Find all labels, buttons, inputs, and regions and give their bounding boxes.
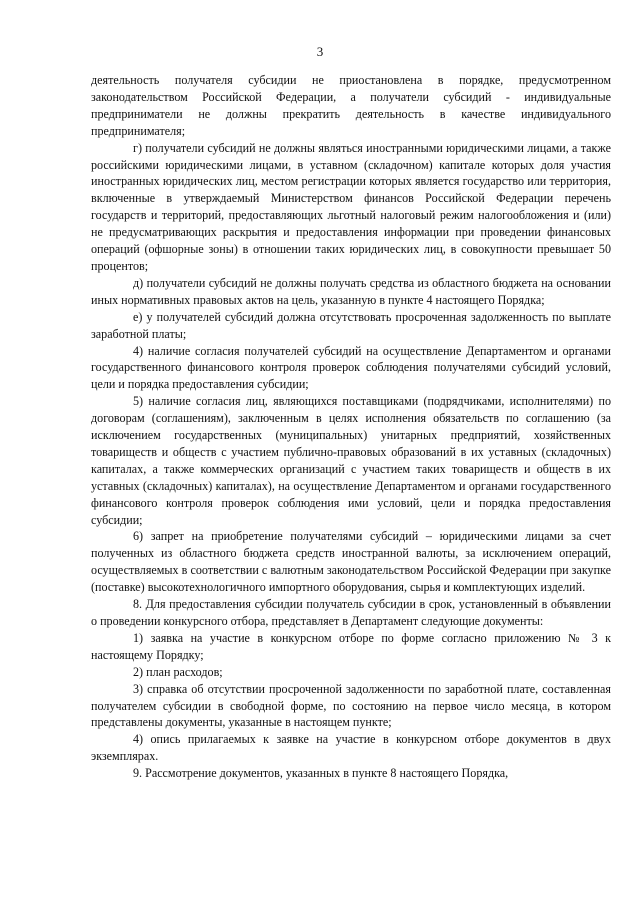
paragraph-item-e: е) у получателей субсидий должна отсутствовать просроченная задолженность по выплате заработной платы;	[91, 309, 611, 341]
paragraph-section-8-item-4: 4) опись прилагаемых к заявке на участие в конкурсном отборе документов в двух экземплярах.	[91, 732, 611, 764]
document-body	[91, 72, 611, 782]
paragraph-continuation: деятельность получателя субсидии не приостановлена в порядке, предусмотренном законодательством Российской Федерации, а получатели субсидий - индивидуальные предприниматели не должны прекратить деятельность в качестве индивидуального предпринимателя;	[91, 73, 611, 138]
paragraph-item-d: д) получатели субсидий не должны получать средства из областного бюджета на основании иных нормативных правовых актов на цель, указанную в пункте 4 настоящего Порядка;	[91, 275, 611, 307]
paragraph-item-5: 5) наличие согласия лиц, являющихся поставщиками (подрядчиками, исполнителями) по договорам (соглашениям), заключенным в целях исполнения обязательств по соглашению (за исключением государственных (муниципальных) унитарных предприятий, хозяйственных товариществ и обществ с участием публично-правовых образований в их уставных (складочных) капиталах, а также коммерческих организаций с участием таких товариществ и обществ в их уставных (складочных) капиталах), на осуществление Департаментом и органами государственного финансового контроля проверок соблюдения ими условий, цели и порядка предоставления субсидии;	[91, 394, 611, 527]
paragraph-item-4: 4) наличие согласия получателей субсидий на осуществление Департаментом и органами государственного финансового контроля проверок соблюдения получателями субсидий условий, цели и порядка предоставления субсидии;	[91, 343, 611, 392]
paragraph-section-8: 8. Для предоставления субсидии получатель субсидии в срок, установленный в объявлении о проведении конкурсного отбора, представляет в Департамент следующие документы:	[91, 597, 611, 628]
paragraph-section-8-item-1: 1) заявка на участие в конкурсном отборе по форме согласно приложению № 3 к настоящему Порядку;	[91, 630, 611, 662]
paragraph-section-8-item-2: 2) план расходов;	[133, 664, 223, 679]
page-number: 3	[316, 44, 324, 59]
paragraph-section-9: 9. Рассмотрение документов, указанных в пункте 8 настоящего Порядка,	[133, 766, 509, 781]
paragraph-item-g: г) получатели субсидий не должны являться иностранными юридическими лицами, а также российскими юридическими лицами, в уставном (складочном) капитале которых доля участия иностранных юридических лиц, местом регистрации которых является государство или территория, включенные в утверждаемый Министерством финансов Российской Федерации перечень государств и территорий, предоставляющих льготный налоговый режим налогообложения и (или) не предусматривающих раскрытия и предоставления информации при проведении финансовых операций (офшорные зоны) в отношении таких юридических лиц, в совокупности превышает 50 процентов;	[91, 140, 611, 273]
paragraph-section-8-item-3: 3) справка об отсутствии просроченной задолженности по заработной плате, составленная получателем субсидии в свободной форме, по состоянию на первое число месяца, в котором представлены документы, указанные в настоящем пункте;	[91, 681, 611, 730]
paragraph-item-6: 6) запрет на приобретение получателями субсидий – юридическими лицами за счет полученных из областного бюджета средств иностранной валюты, за исключением операций, осуществляемых в соответствии с валютным законодательством Российской Федерации при закупке (поставке) высокотехнологичного импортного оборудования, сырья и комплектующих изделий.	[91, 529, 611, 595]
